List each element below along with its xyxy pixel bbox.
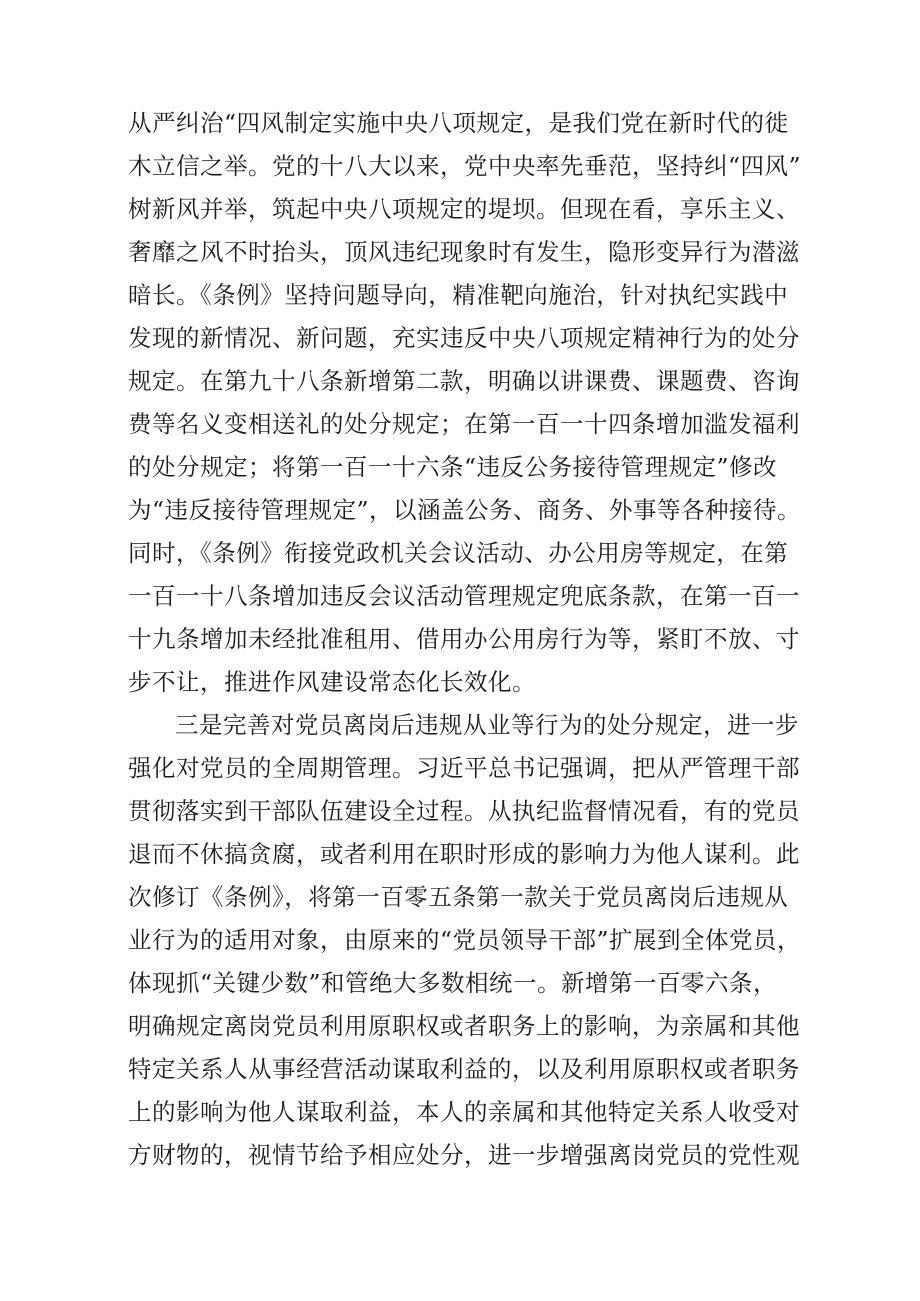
text-line: 发现的新情况、新问题，充实违反中央八项规定精神行为的处分: [128, 324, 800, 352]
text-line: 费等名义变相送礼的处分规定；在第一百一十四条增加滥发福利: [128, 410, 800, 438]
body-text: [128, 102, 802, 1177]
text-line: 的处分规定；将第一百一十六条“违反公务接待管理规定”修改: [128, 453, 778, 481]
text-line: 强化对党员的全周期管理。习近平总书记强调，把从严管理干部: [128, 754, 800, 782]
text-line: 木立信之举。党的十八大以来，党中央率先垂范，坚持纠“四风”: [128, 152, 802, 180]
text-line: 上的影响为他人谋取利益，本人的亲属和其他特定关系人收受对: [128, 1098, 800, 1126]
text-line: 退而不休搞贪腐，或者利用在职时形成的影响力为他人谋利。此: [128, 840, 800, 868]
text-line: 体现抓“关键少数”和管绝大多数相统一。新增第一百零六条，: [128, 969, 778, 997]
text-line: 十九条增加未经批准租用、借用办公用房行为等，紧盯不放、寸: [128, 625, 800, 653]
text-line: 一百一十八条增加违反会议活动管理规定兜底条款，在第一百一: [128, 582, 800, 610]
text-line: 暗长。《条例》坚持问题导向，精准靶向施治，针对执纪实践中: [128, 281, 789, 309]
text-line: 次修订《条例》，将第一百零五条第一款关于党员离岗后违规从: [128, 883, 789, 911]
text-line: 步不让，推进作风建设常态化长效化。: [128, 668, 536, 696]
text-line: 树新风并举，筑起中央八项规定的堤坝。但现在看，享乐主义、: [128, 195, 800, 223]
text-line: 规定。在第九十八条新增第二款，明确以讲课费、课题费、咨询: [128, 367, 800, 395]
paragraph-start-line: 三是完善对党员离岗后违规从业等行为的处分规定，进一步: [175, 711, 799, 739]
text-line: 奢靡之风不时抬头，顶风违纪现象时有发生，隐形变异行为潜滋: [128, 238, 800, 266]
text-line: 方财物的，视情节给予相应处分，进一步增强离岗党员的党性观: [128, 1141, 800, 1169]
text-line: 贯彻落实到干部队伍建设全过程。从执纪监督情况看，有的党员: [128, 797, 800, 825]
text-line: 特定关系人从事经营活动谋取利益的，以及利用原职权或者职务: [128, 1055, 800, 1083]
text-line: 业行为的适用对象，由原来的“党员领导干部”扩展到全体党员，: [128, 926, 802, 954]
text-line: 同时，《条例》衔接党政机关会议活动、办公用房等规定，在第: [128, 539, 789, 567]
text-line: 从严纠治“四风制定实施中央八项规定，是我们党在新时代的徙: [128, 109, 789, 137]
text-line: 为“违反接待管理规定”，以涵盖公务、商务、外事等各种接待。: [128, 496, 802, 524]
text-line: 明确规定离岗党员利用原职权或者职务上的影响，为亲属和其他: [128, 1012, 800, 1040]
